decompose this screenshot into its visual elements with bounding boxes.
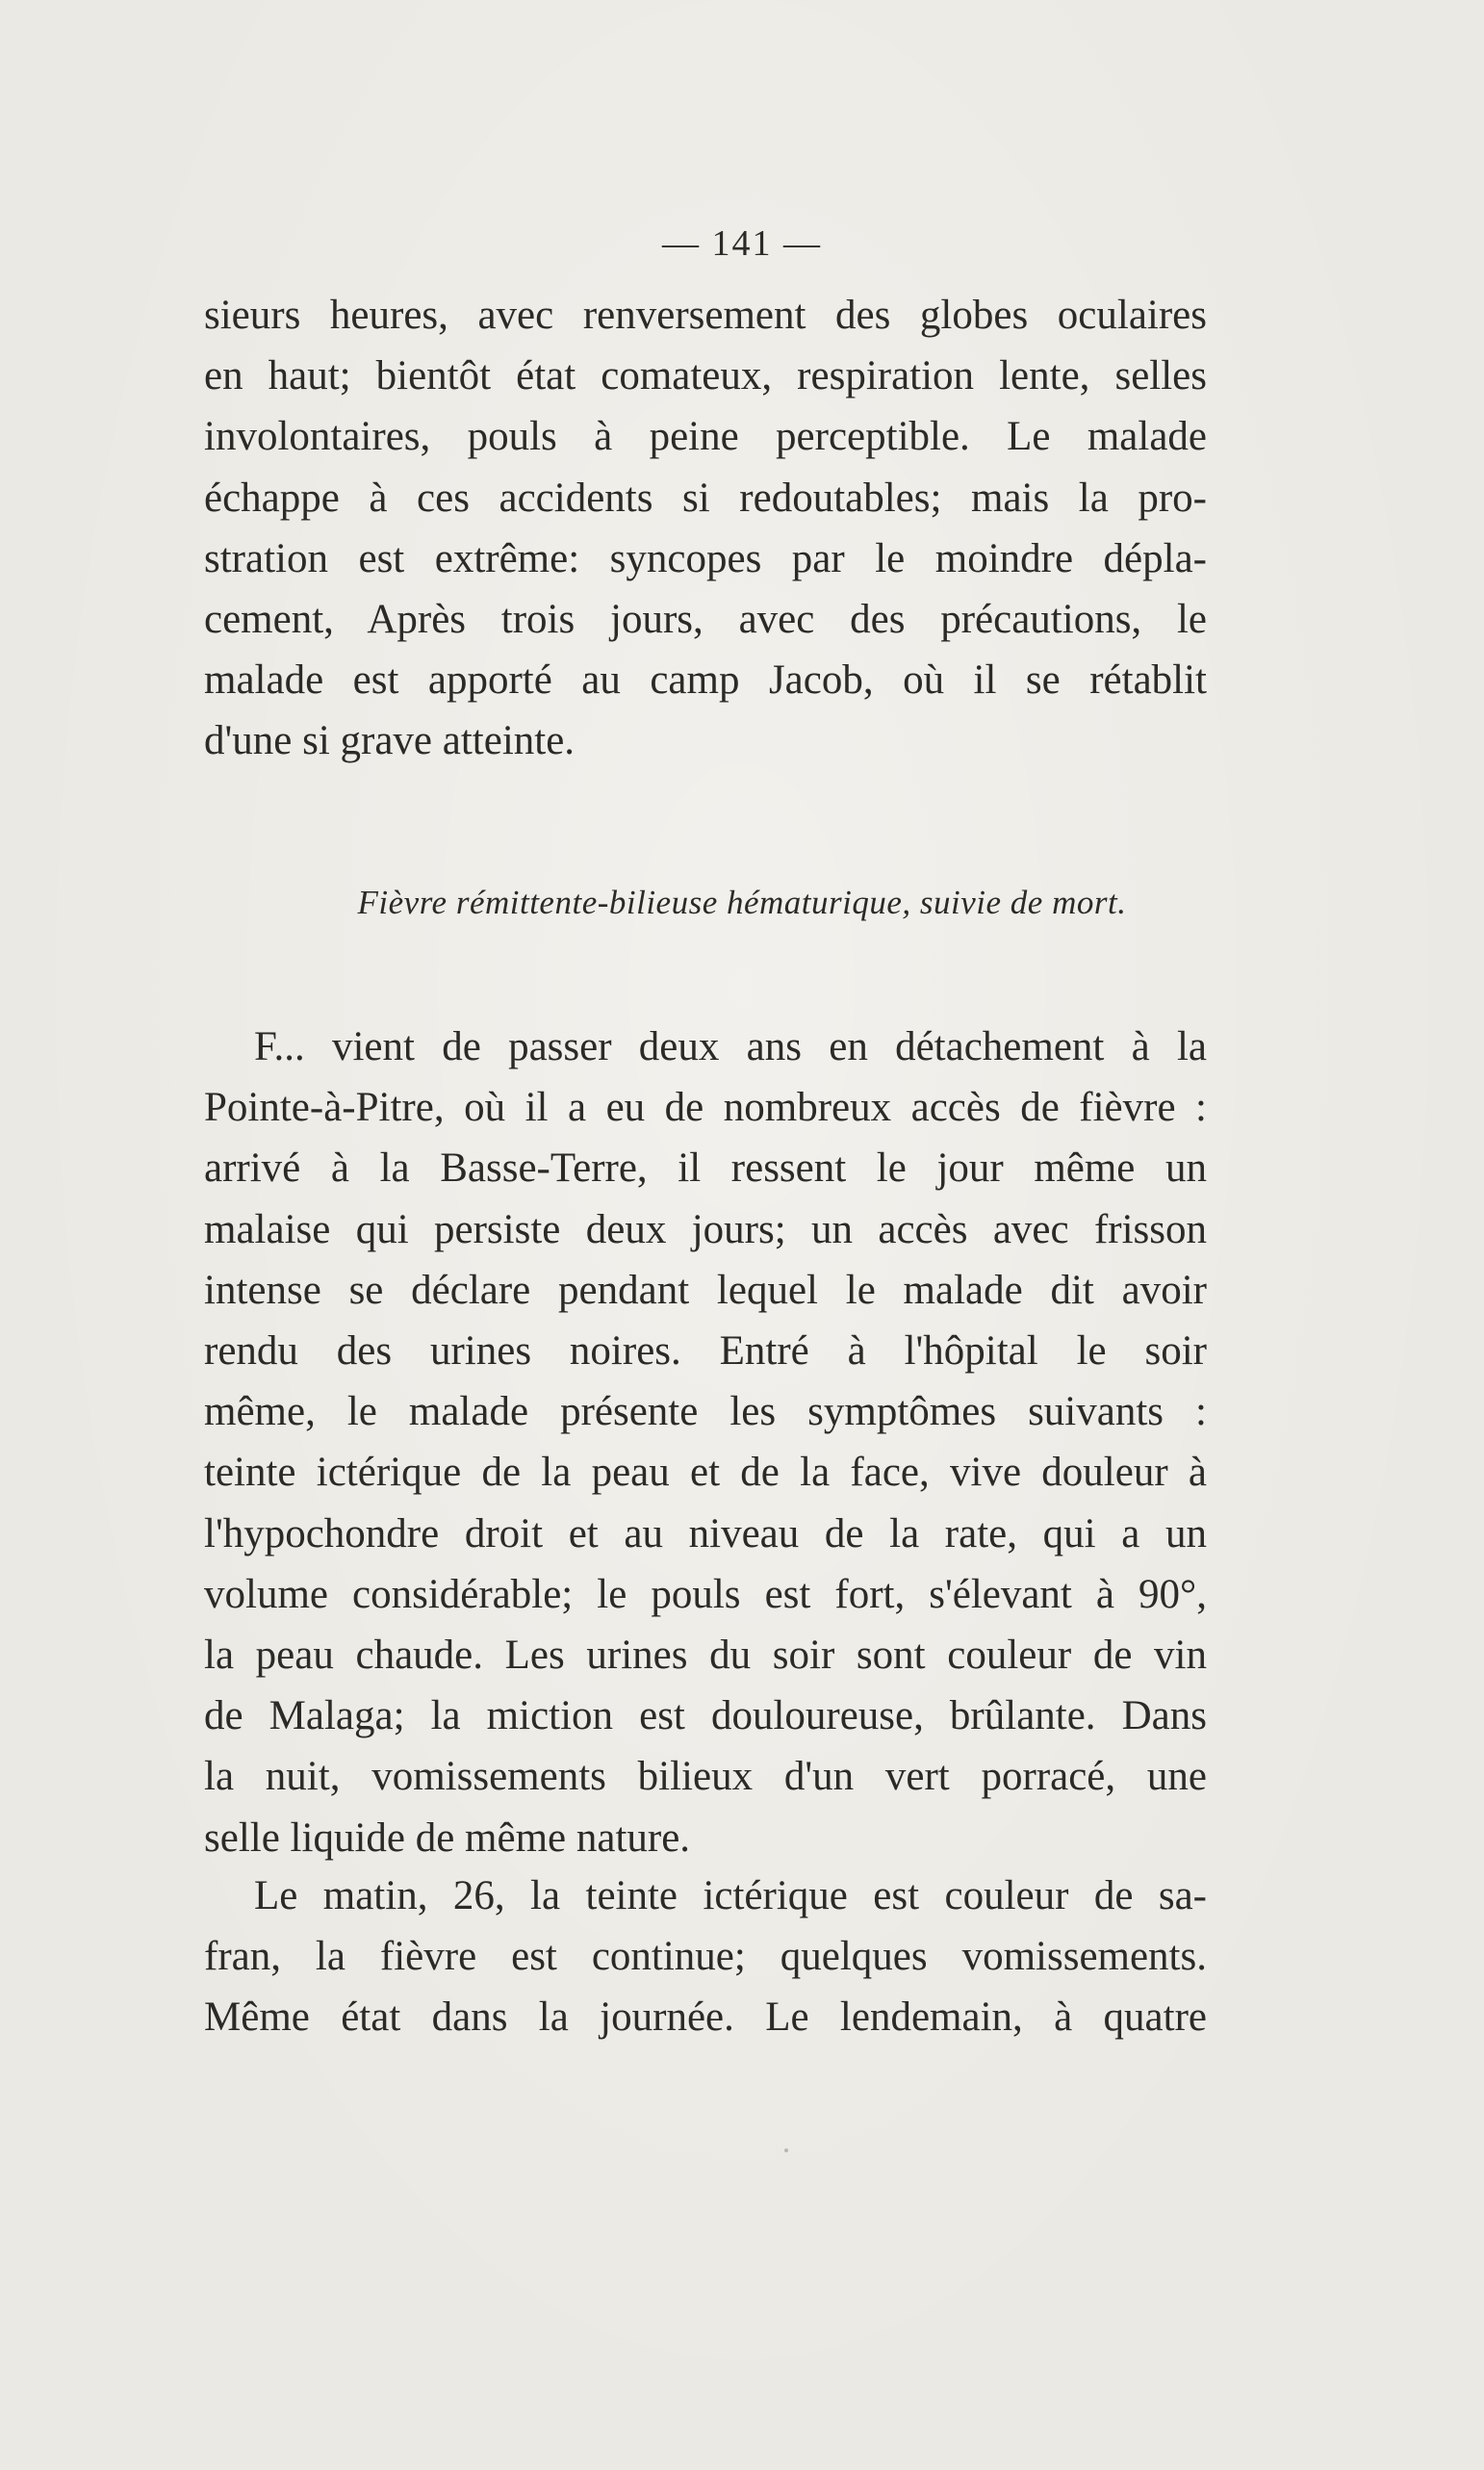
text-line: arrivé à la Basse-Terre, il ressent le jour même un (204, 1145, 1207, 1192)
text-line: la nuit, vomissements bilieux d'un vert porracé, une (204, 1754, 1207, 1800)
text-line: volume considérable; le pouls est fort, s'élevant à 90°, (204, 1571, 1207, 1617)
paper-speck (784, 2148, 788, 2152)
text-line: sieurs heures, avec renversement des globes oculaires (204, 293, 1207, 338)
text-line: fran, la fièvre est continue; quelques vomissements. (204, 1934, 1207, 1980)
paragraph-continuation (204, 285, 1207, 772)
text-line: l'hypochondre droit et au niveau de la rate, qui a un (204, 1510, 1207, 1557)
text-line: teinte ictérique de la peau et de la face, vive douleur à (204, 1450, 1207, 1496)
text-line: la peau chaude. Les urines du soir sont couleur de vin (204, 1633, 1207, 1679)
text-line: de Malaga; la miction est douloureuse, brûlante. Dans (204, 1693, 1207, 1739)
text-line: stration est extrême: syncopes par le moindre dépla- (204, 535, 1207, 581)
text-line: cement, Après trois jours, avec des précautions, le (204, 597, 1207, 643)
text-line: d'une si grave atteinte. (204, 718, 576, 764)
text-line: rendu des urines noires. Entré à l'hôpital le soir (204, 1328, 1207, 1375)
text-line: F... vient de passer deux ans en détachement à la (254, 1024, 1207, 1069)
text-line: involontaires, pouls à peine perceptible. Le malade (204, 414, 1207, 460)
text-line: malade est apporté au camp Jacob, où il se rétablit (204, 657, 1207, 704)
text-line: selle liquide de même nature. (204, 1814, 691, 1861)
text-line: même, le malade présente les symptômes suivants : (204, 1389, 1207, 1435)
section-heading: Fièvre rémittente-bilieuse hématurique, suivie de mort. (357, 884, 1127, 921)
text-line: Pointe-à-Pitre, où il a eu de nombreux accès de fièvre : (204, 1085, 1207, 1131)
text-line: échappe à ces accidents si redoutables; mais la pro- (204, 475, 1207, 521)
text-line: intense se déclare pendant lequel le malade dit avoir (204, 1267, 1207, 1313)
text-line: Le matin, 26, la teinte ictérique est couleur de sa- (254, 1873, 1207, 1918)
page-number: — 141 — (662, 223, 822, 264)
paragraph-case-description (204, 1016, 1207, 1868)
paragraph-next-day (204, 1865, 1207, 2048)
text-line: malaise qui persiste deux jours; un accès avec frisson (204, 1206, 1207, 1252)
text-line: Même état dans la journée. Le lendemain, à quatre (204, 1994, 1207, 2041)
text-line: en haut; bientôt état comateux, respiration lente, selles (204, 353, 1207, 399)
